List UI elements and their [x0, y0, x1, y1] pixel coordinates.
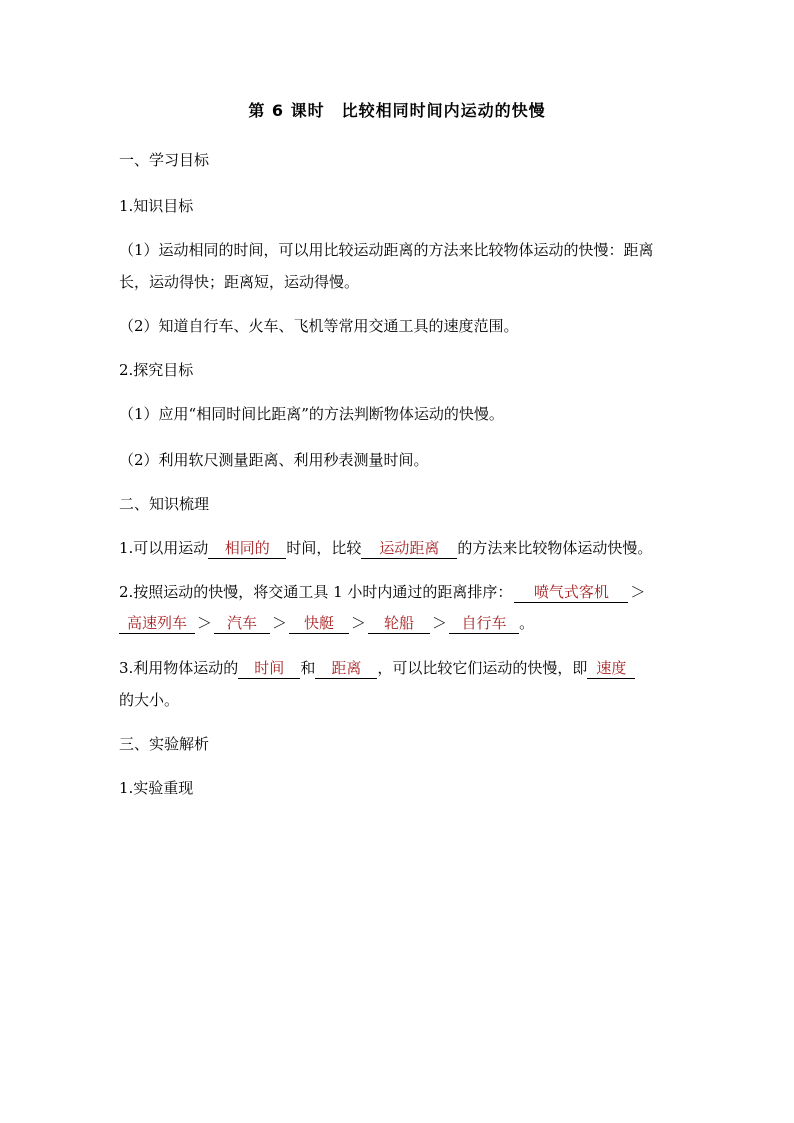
- q3-text-2: 和: [300, 659, 316, 677]
- q3-text-1: 3.利用物体运动的: [119, 659, 239, 677]
- q2-answer-5: 轮船: [368, 614, 430, 634]
- section-heading-experiment: 三、实验解析: [119, 735, 210, 753]
- q3-answer-1: 时间: [238, 659, 300, 679]
- q2-text-1: 2.按照运动的快慢，将交通工具 1 小时内通过的距离排序：: [119, 583, 513, 601]
- q2-end: 。: [519, 614, 535, 632]
- q2-answer-3: 汽车: [214, 614, 270, 634]
- page-title: 第 6 课时 比较相同时间内运动的快慢: [248, 101, 546, 120]
- q2-greater-than-3: ＞: [272, 614, 288, 632]
- inquiry-goal-item-2: （2）利用软尺测量距离、利用秒表测量时间。: [119, 451, 429, 469]
- fill-question-3-line-1: [119, 658, 635, 679]
- inquiry-goal-item-1: （1）应用“相同时间比距离”的方法判断物体运动的快慢。: [119, 405, 504, 423]
- q1-text-1: 1.可以用运动: [119, 539, 209, 557]
- q1-answer-1: 相同的: [208, 539, 286, 559]
- fill-question-1: [119, 538, 652, 559]
- q3-text-3: ，可以比较它们运动的快慢，即: [377, 659, 588, 677]
- q2-answer-6: 自行车: [449, 614, 519, 634]
- fill-question-2-line-1: [119, 582, 645, 603]
- q2-answer-2: 高速列车: [119, 614, 195, 634]
- subheading-knowledge-goals: 1.知识目标: [119, 197, 194, 215]
- q1-text-2: 时间，比较: [286, 539, 362, 557]
- section-heading-objectives: 一、学习目标: [119, 151, 210, 169]
- q2-greater-than-2: ＞: [197, 614, 213, 632]
- fill-question-3-line-2: 的大小。: [119, 691, 180, 709]
- q2-answer-4: 快艇: [289, 614, 349, 634]
- q1-answer-2: 运动距离: [361, 539, 457, 559]
- q3-answer-2: 距离: [315, 659, 377, 679]
- q2-greater-than-5: ＞: [432, 614, 448, 632]
- subheading-experiment-reproduction: 1.实验重现: [119, 779, 194, 797]
- q3-answer-3: 速度: [587, 659, 635, 679]
- knowledge-goal-item-2: （2）知道自行车、火车、飞机等常用交通工具的速度范围。: [119, 317, 519, 335]
- knowledge-goal-item-1: （1）运动相同的时间，可以用比较运动距离的方法来比较物体运动的快慢：距离长，运动得快；距离短，运动得慢。: [119, 241, 654, 291]
- section-heading-knowledge: 二、知识梳理: [119, 495, 210, 513]
- q2-greater-than-4: ＞: [351, 614, 367, 632]
- q2-answer-1: 喷气式客机: [514, 583, 628, 603]
- fill-question-2-line-2: [119, 613, 534, 634]
- q2-greater-than-1: ＞: [630, 583, 646, 601]
- subheading-inquiry-goals: 2.探究目标: [119, 361, 194, 379]
- q1-text-3: 的方法来比较物体运动快慢。: [457, 539, 653, 557]
